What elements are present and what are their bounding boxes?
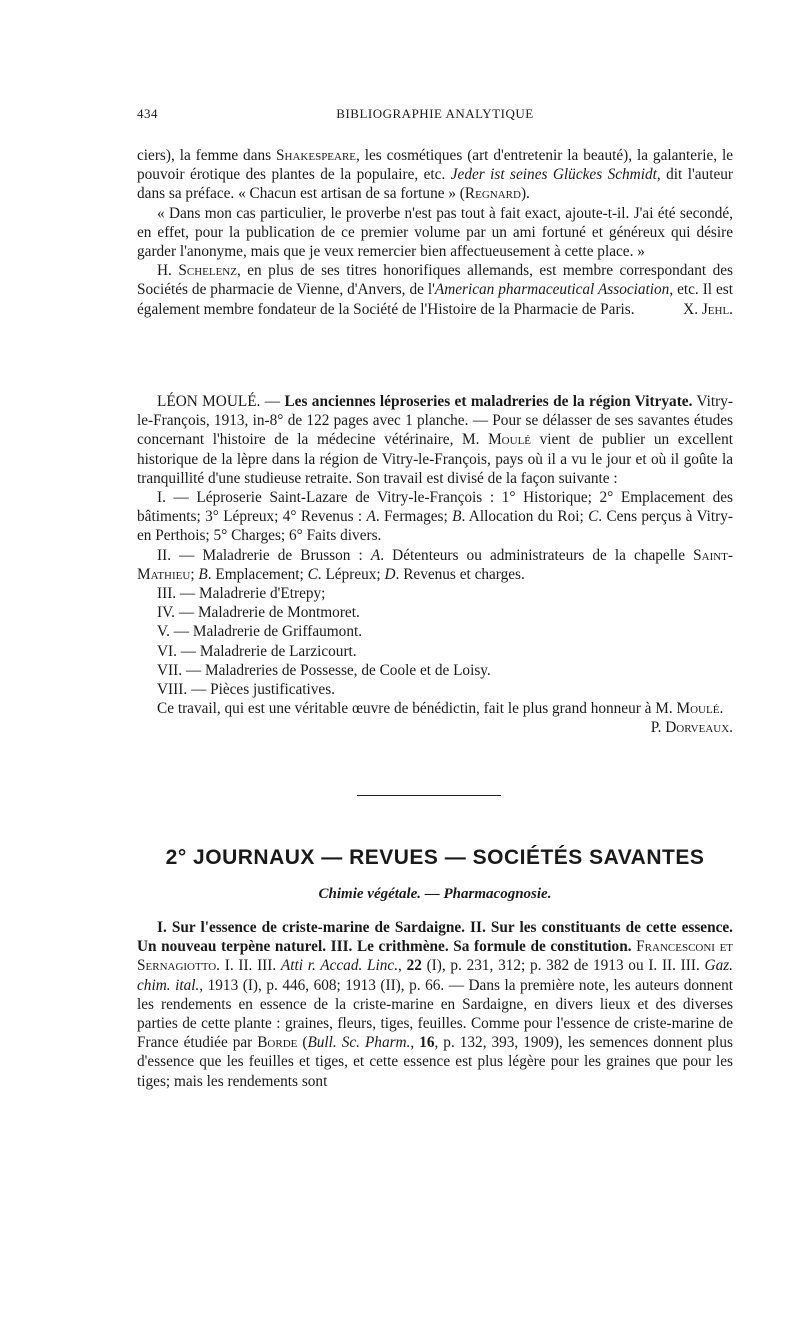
paragraph: « Dans mon cas particulier, le proverbe n'est pas tout à fait exact, ajoute-t-il. J'ai été secondé, en effet, pour la publication de ce premier volume par un ami fortuné et généreux qui désire garder l'anonyme, mais que je veux remercier bien affectueusement à cette place. » — [137, 204, 733, 261]
list-item: VII. — Maladreries de Possesse, de Coole et de Loisy. — [157, 661, 491, 679]
book-author: LÉON MOULÉ. — [157, 393, 261, 410]
article-authors: Francesconi et Sernagiotto. — [137, 938, 734, 975]
paragraph: LÉON MOULÉ. — Les anciennes léproseries et maladreries de la région Vitryate. Vitry-le-François, 1913, in-8° de 122 pages avec 1 planche. — Pour se délasser de ses savantes études concernant l'histoire de la médecine vétérinaire, M. Moulé vient de publier un excellent historique de la lèpre dans la région de Vitry-le-François, pays où il a vu le jour et où il goûte la tranquillité d'une studieuse retraite. Son travail est divisé de la façon suivante : — [137, 393, 733, 487]
reviewer-signature: X. Jehl. — [683, 300, 733, 318]
section-heading: 2° JOURNAUX — REVUES — SOCIÉTÉS SAVANTES — [165, 846, 705, 869]
book-title: Les anciennes léproseries et maladreries de la région Vitryate. — [284, 393, 693, 410]
paragraph: I. Sur l'essence de criste-marine de Sardaigne. II. Sur les constituants de cette essence. Un nouveau terpène naturel. III. Le crithmène. Sa formule de constitution. Francesconi et Sernagiotto. I. II. III. Atti r. Accad. Linc., 22 (I), p. 231, 312; p. 382 de 1913 ou I. II. III. Gaz. chim. ital., 1913 (I), p. 446, 608; 1913 (II), p. 66. — Dans la première note, les auteurs donnent les rendements en essence de la criste-marine en Sardaigne, en divers lieux et des diverses parties de cette plante : graines, fleurs, tiges, feuilles. Comme pour l'essence de criste-marine de France étudiée par Borde (Bull. Sc. Pharm., 16, p. 132, 393, 1909), les semences donnent plus d'essence que les feuilles et tiges, et cette essence est plus légère pour les graines que pour les tiges; mais les rendements sont — [137, 919, 734, 1090]
author-name: Regnard — [464, 185, 521, 203]
reviewer-signature: P. Dorveaux. — [650, 719, 733, 737]
author-name: Shakespeare — [276, 147, 357, 164]
list-item: VIII. — Pièces justificatives. — [157, 681, 335, 699]
list-item: I. — Léproserie Saint-Lazare de Vitry-le-François : 1° Historique; 2° Emplacement des bâtiments; 3° Lépreux; 4° Revenus : A. Fermages; B. Allocation du Roi; C. Cens perçus à Vitry-en Perthois; 5° Charges; 6° Faits divers. — [137, 489, 733, 545]
author-name: Schelenz — [178, 262, 237, 280]
list-item: III. — Maladrerie d'Etrepy; — [157, 585, 326, 603]
review-schelenz-continued — [137, 146, 733, 319]
review-moule — [137, 392, 733, 738]
list-item: V. — Maladrerie de Griffaumont. — [157, 623, 363, 641]
page-header — [137, 106, 733, 126]
list-item: IV. — Maladrerie de Montmoret. — [157, 604, 360, 622]
article-title: I. Sur l'essence de criste-marine de Sardaigne. II. Sur les constituants de cette essence. Un nouveau terpène naturel. III. Le crithmène. Sa formule de constitution. — [137, 919, 733, 956]
running-title: BIBLIOGRAPHIE ANALYTIQUE — [336, 106, 534, 121]
paragraph: ciers), la femme dans Shakespeare, les cosmétiques (art d'entretenir la beauté), la galanterie, le pouvoir érotique des plantes de la populaire, etc. Jeder ist seines Glückes Schmidt, dit l'auteur dans sa préface. « Chacun est artisan de sa fortune » (Regnard). — [137, 147, 734, 203]
organization-name: American pharmaceutical Association — [434, 281, 670, 299]
paragraph: Ce travail, qui est une véritable œuvre de bénédictin, fait le plus grand honneur à M. Moulé. P. Dorveaux. — [157, 700, 733, 737]
paragraph: H. Schelenz, en plus de ses titres honorifiques allemands, est membre correspondant des Sociétés de pharmacie de Vienne, d'Anvers, de l'American pharmaceutical Association, etc. Il est également membre fondateur de la Société de l'Histoire de la Pharmacie de Paris. X. Jehl. — [137, 262, 733, 318]
review-criste-marine — [137, 918, 733, 1091]
page-number: 434 — [137, 106, 158, 121]
quotation: Jeder ist seines Glückes Schmidt — [450, 166, 657, 184]
section-subheading: Chimie végétale. — Pharmacognosie. — [318, 886, 552, 902]
list-item: VI. — Maladrerie de Larzicourt. — [157, 642, 357, 660]
section-divider — [357, 795, 501, 796]
list-item: II. — Maladrerie de Brusson : A. Détenteurs ou administrateurs de la chapelle Saint-Mathieu; B. Emplacement; C. Lépreux; D. Revenus et charges. — [137, 546, 733, 583]
